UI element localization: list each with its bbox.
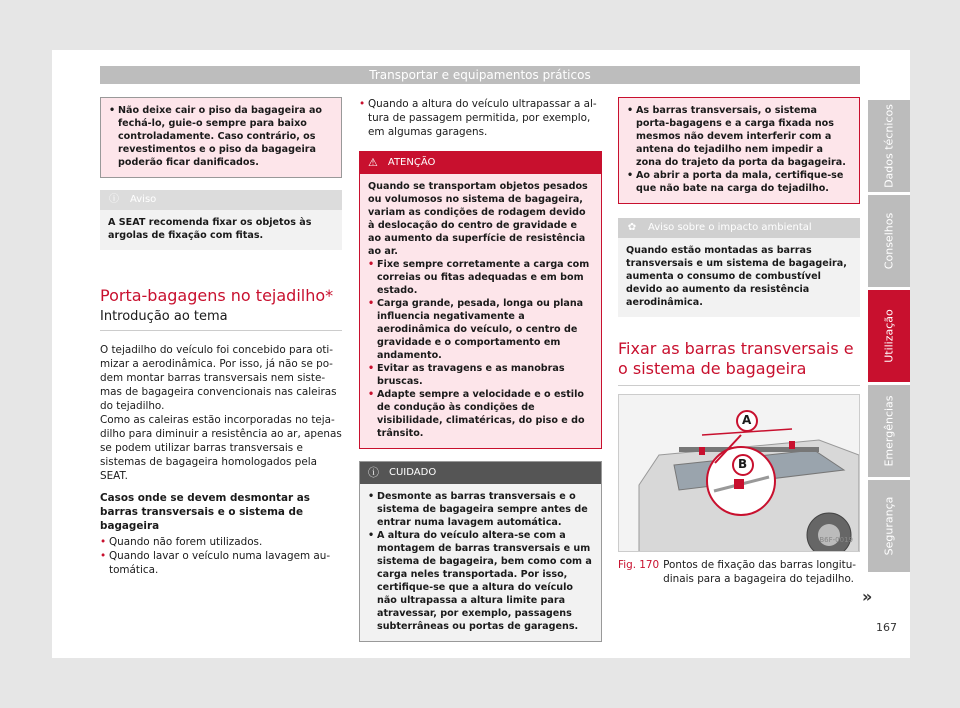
list-item: • Quando a altura do veículo ultrapassar a altura de passagem permitida, por exemplo, em algumas garagens. xyxy=(359,98,597,138)
paragraph-1: O tejadilho do veículo foi concebido para otimizar a aerodinâmica. Por isso, já não se podem montar barras transversais nem sistemas de bagageira convencionais nas caleiras do tejadilho. xyxy=(100,344,337,412)
note-box xyxy=(100,190,342,250)
section-title-2: Fixar as barras transversais e o sistema de bagageira xyxy=(618,339,860,386)
environment-note-box xyxy=(618,218,860,317)
continue-arrow-icon: » xyxy=(862,587,873,606)
caution-box xyxy=(359,461,602,642)
chapter-tabs xyxy=(868,100,910,575)
warning-box xyxy=(359,151,602,449)
section-subtitle: Introdução ao tema xyxy=(100,310,342,331)
warning-item: • Adapte sempre a velocidade e o estilo de condução às condições de visibilidade, climatéricas, do piso e do trânsito. xyxy=(368,389,585,439)
caution-title: CUIDADO xyxy=(389,467,437,478)
environment-note-title: Aviso sobre o impacto ambiental xyxy=(648,222,812,233)
leaf-icon: ✿ xyxy=(627,222,637,233)
figure-roof-rack xyxy=(618,394,860,552)
tab-emergencias[interactable]: Emergências xyxy=(868,385,910,477)
column-1 xyxy=(100,97,342,577)
warning-item: • Ao abrir a porta da mala, certifique-se que não bate na carga do tejadilho. xyxy=(627,170,844,194)
info-icon: ⓘ xyxy=(109,194,119,205)
list-item: • Quando não forem utilizados. xyxy=(100,536,263,548)
warning-item: • Fixe sempre corretamente a carga com correias ou fitas adequadas e em bom estado. xyxy=(368,259,590,296)
car-roof-illustration xyxy=(619,395,860,552)
tab-dados-tecnicos[interactable]: Dados técnicos xyxy=(868,100,910,192)
tab-utilizacao[interactable]: Utilização xyxy=(868,290,910,382)
warning-item: • As barras transversais, o sistema porta-bagagens e a carga fixada nos mesmos não devem interferir com a antena do tejadilho nem impedir a zona do trajeto da porta da bagageira. xyxy=(627,105,846,168)
caution-icon: ⓘ xyxy=(368,466,379,479)
tab-conselhos[interactable]: Conselhos xyxy=(868,195,910,287)
warning-item: • Carga grande, pesada, longa ou plana influencia negativamente a aerodinâmica do veículo, o centro de gravidade e o comportamento em andamento. xyxy=(368,298,584,361)
warning-continuation-box: • Não deixe cair o piso da bagageira ao fechá-lo, guie-o sempre para baixo controladamente. Caso contrário, os revestimentos e o piso da bagageira poderão ficar danificados. xyxy=(100,97,342,178)
figure-label-a: A xyxy=(742,413,752,427)
warning-item: • Evitar as travagens e as manobras bruscas. xyxy=(368,363,565,387)
warning-title: ATENÇÃO xyxy=(387,157,436,168)
figure-number: Fig. 170 xyxy=(618,559,660,571)
paragraph-2: Como as caleiras estão incorporadas no tejadilho para diminuir a resistência ao ar, apenas se podem utilizar barras transversais e sistemas de bagageira homologados pela SEAT. xyxy=(100,414,342,482)
warning-triangle-icon: ⚠ xyxy=(368,156,378,169)
caution-item: • A altura do veículo altera-se com a montagem de barras transversais e um sistema de bagageira, bem como com a carga neles transportada. Por isso, certifique-se que a altura do veículo não ultrapassa a altura limite para atravessar, por exemplo, passagens subterrâneas ou portas de garagens. xyxy=(368,530,592,632)
page-number: 167 xyxy=(876,621,897,634)
note-body: A SEAT recomenda fixar os objetos às argolas de fixação com fitas. xyxy=(100,210,342,250)
warning-intro: Quando se transportam objetos pesados ou volumosos no sistema de bagageira, variam as condições de rodagem devido à deslocação do centro de gravidade e ao aumento da superfície de resistência ao ar. xyxy=(368,181,588,257)
figure-caption xyxy=(618,558,860,586)
warning-continuation-text: Não deixe cair o piso da bagageira ao fechá-lo, guie-o sempre para baixo controladamente. Caso contrário, os revestimentos e o piso da bagageira poderão ficar danificados. xyxy=(118,105,323,168)
column-3 xyxy=(618,97,860,586)
warning-continuation-box-2 xyxy=(618,97,860,204)
figure-caption-text: Pontos de fixação das barras longitudinais para a bagageira do tejadilho. xyxy=(663,559,857,585)
figure-code: B6F-0019 xyxy=(819,536,853,544)
figure-label-b: B xyxy=(738,457,748,471)
subheading: Casos onde se devem desmontar as barras transversais e o sistema de bagageira xyxy=(100,492,310,532)
section-title: Porta-bagagens no tejadilho* xyxy=(100,286,334,305)
environment-note-body: Quando estão montadas as barras transversais e um sistema de bagageira, aumenta o consumo de combustível devido ao aumento da resistência aerodinâmica. xyxy=(618,238,860,317)
list-item: • Quando lavar o veículo numa lavagem automática. xyxy=(100,550,331,576)
column-2 xyxy=(359,97,602,642)
caution-item: • Desmonte as barras transversais e o sistema de bagageira sempre antes de entrar numa lavagem automática. xyxy=(368,491,588,528)
tab-seguranca[interactable]: Segurança xyxy=(868,480,910,572)
note-title: Aviso xyxy=(130,194,157,205)
running-header: Transportar e equipamentos práticos xyxy=(100,66,860,84)
